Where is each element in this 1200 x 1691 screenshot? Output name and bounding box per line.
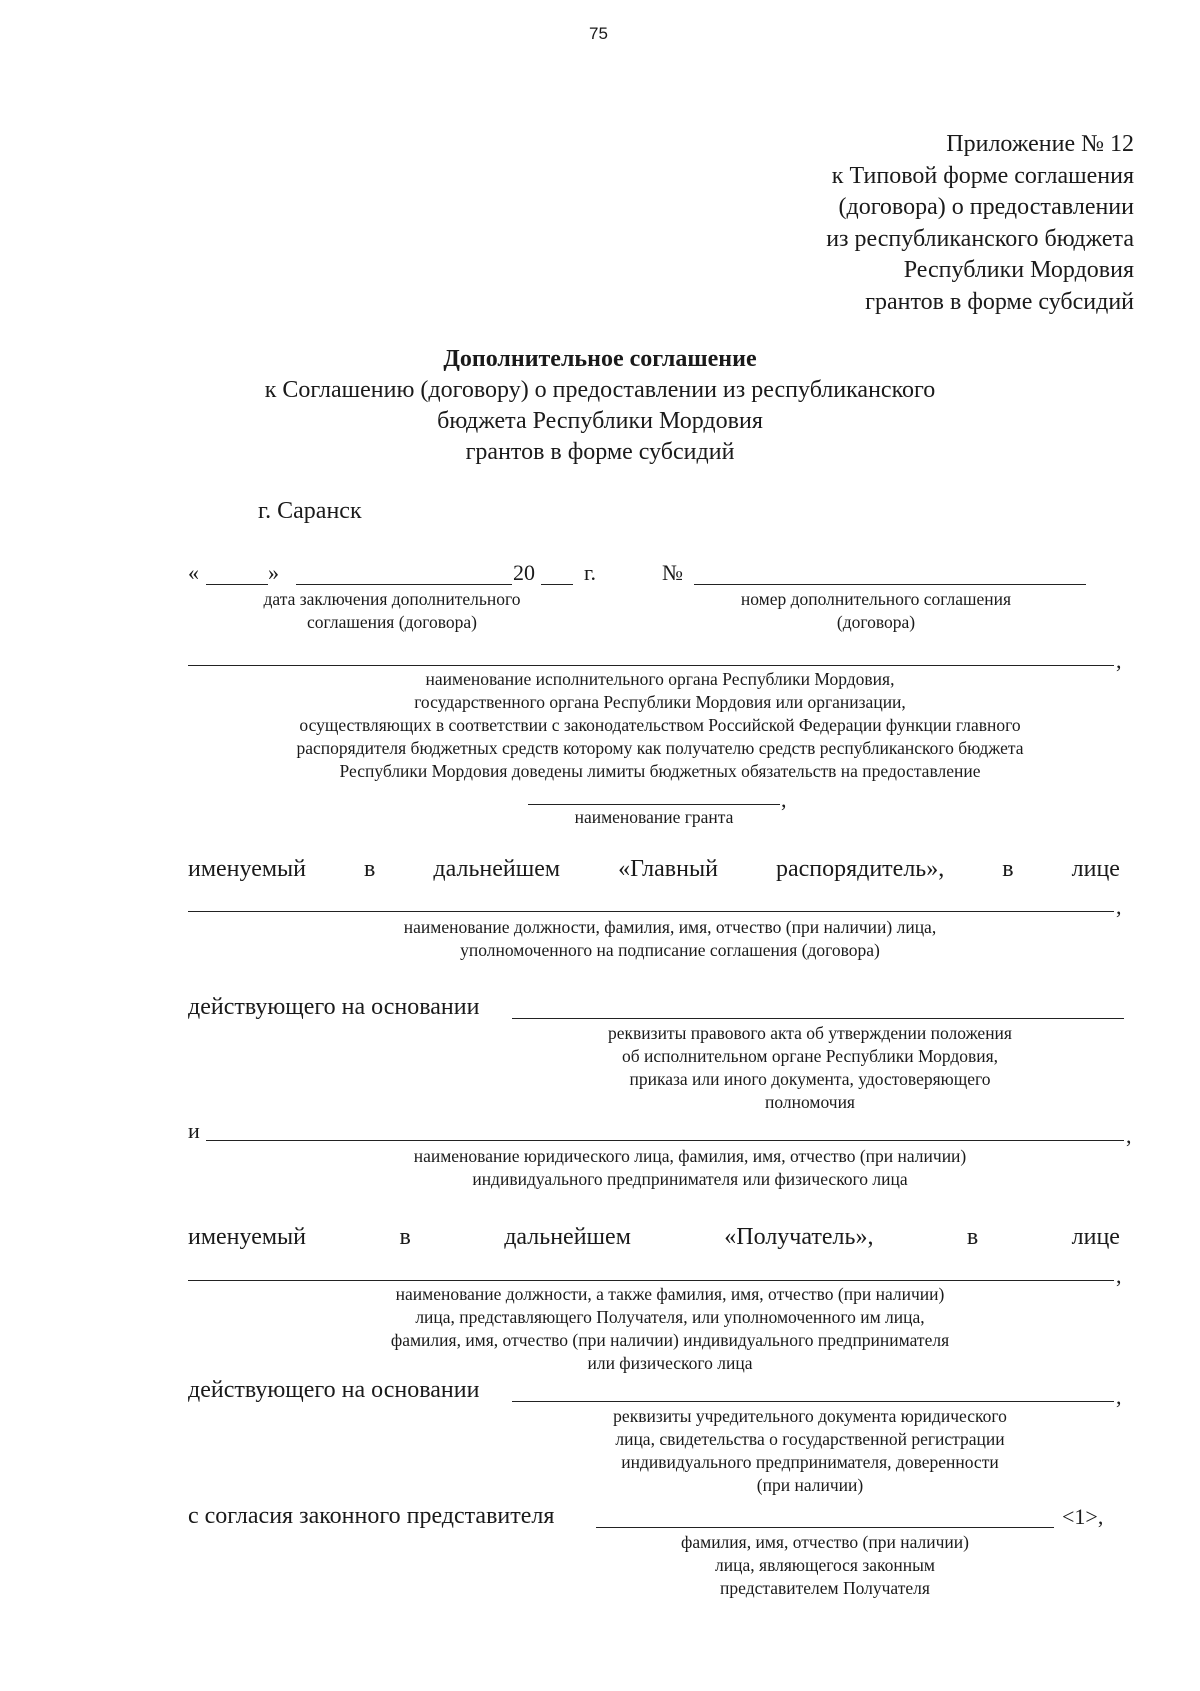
recipient-caption: наименование юридического лица, фамилия, имя, отчество (при наличии) индивидуального предпринимателя или физического лица (413, 1146, 967, 1189)
grant-caption: наименование гранта (574, 807, 734, 827)
number-sign: № (662, 560, 683, 585)
representative-field-line (188, 1280, 1114, 1281)
legal-representative-caption: фамилия, имя, отчество (при наличии) лица, являющегося законным представителем Получателя (681, 1532, 969, 1598)
grant-field-line (528, 804, 780, 805)
title-line: к Соглашению (договору) о предоставлении из республиканского (264, 377, 936, 403)
consent-label: с согласия законного представителя (188, 1503, 555, 1529)
basis-label-2: действующего на основании (188, 1377, 480, 1403)
legal-representative-field-line (596, 1527, 1054, 1528)
date-open-quote: « (188, 560, 199, 585)
representative-caption: наименование должности, а также фамилия, имя, отчество (при наличии) лица, представляющего Получателя, или уполномоченного им лица, фамилия, имя, отчество (при наличии) индивидуального предпринимателя или физического лица (390, 1284, 950, 1373)
and-label: и (188, 1118, 200, 1143)
organ-caption: наименование исполнительного органа Республики Мордовия, государственного органа Республики Мордовия или организации, осуществляющих в соответствии с законодательством Российской Федерации функции главного распорядителя бюджетных средств которому как получателю средств республиканского бюджета Республики Мордовия доведены лимиты бюджетных обязательств на предоставление (296, 669, 1024, 781)
basis-caption-2: реквизиты учредительного документа юридического лица, свидетельства о государственной регистрации индивидуального предпринимателя, доверенности (при наличии) (613, 1406, 1007, 1495)
organ-comma: , (1116, 648, 1122, 673)
document-title: Дополнительное соглашение (443, 346, 757, 372)
basis-comma-2: , (1116, 1384, 1122, 1409)
grant-comma: , (781, 787, 787, 812)
annex-block (826, 129, 1134, 318)
number-field-line (694, 584, 1086, 585)
annex-line: Приложение № 12 (946, 131, 1134, 157)
page-number: 75 (589, 24, 608, 43)
year-prefix: 20 (513, 560, 535, 585)
basis-label-1: действующего на основании (188, 994, 480, 1020)
title-line: грантов в форме субсидий (465, 439, 735, 465)
annex-line: грантов в форме субсидий (865, 288, 1134, 315)
official-caption: наименование должности, фамилия, имя, отчество (при наличии) лица, уполномоченного на подписание соглашения (договора) (403, 917, 937, 960)
official-comma: , (1116, 894, 1122, 919)
date-caption: дата заключения дополнительного соглашения (договора) (263, 589, 521, 632)
date-close-quote: » (268, 560, 279, 585)
day-field-line (206, 584, 268, 585)
official-field-line (188, 911, 1114, 912)
year-suffix: г. (584, 560, 597, 585)
city: г. Саранск (258, 498, 362, 524)
annex-line: к Типовой форме соглашения (831, 162, 1134, 189)
annex-line: из республиканского бюджета (826, 225, 1134, 252)
recipient-row: именуемый в дальнейшем «Получатель», в лице (188, 1224, 1120, 1250)
recipient-comma: , (1126, 1123, 1132, 1148)
representative-comma: , (1116, 1263, 1122, 1288)
recipient-field-line (206, 1140, 1124, 1141)
annex-line: (договора) о предоставлении (838, 194, 1134, 220)
basis-caption-1: реквизиты правового акта об утверждении положения об исполнительном органе Республики Мордовия, приказа или иного документа, удостоверяющего полномочия (608, 1023, 1012, 1112)
title-line: бюджета Республики Мордовия (437, 408, 763, 434)
annex-line: Республики Мордовия (903, 257, 1134, 283)
footnote-reference: <1>, (1062, 1504, 1104, 1529)
month-field-line (296, 584, 512, 585)
basis-field-line-1 (512, 1018, 1124, 1019)
organ-field-line (188, 665, 1114, 666)
basis-field-line-2 (512, 1401, 1114, 1402)
number-caption: номер дополнительного соглашения (договора) (740, 589, 1012, 632)
chief-distributor-row: именуемый в дальнейшем «Главный распорядитель», в лице (188, 856, 1120, 882)
year-field-line (541, 584, 573, 585)
